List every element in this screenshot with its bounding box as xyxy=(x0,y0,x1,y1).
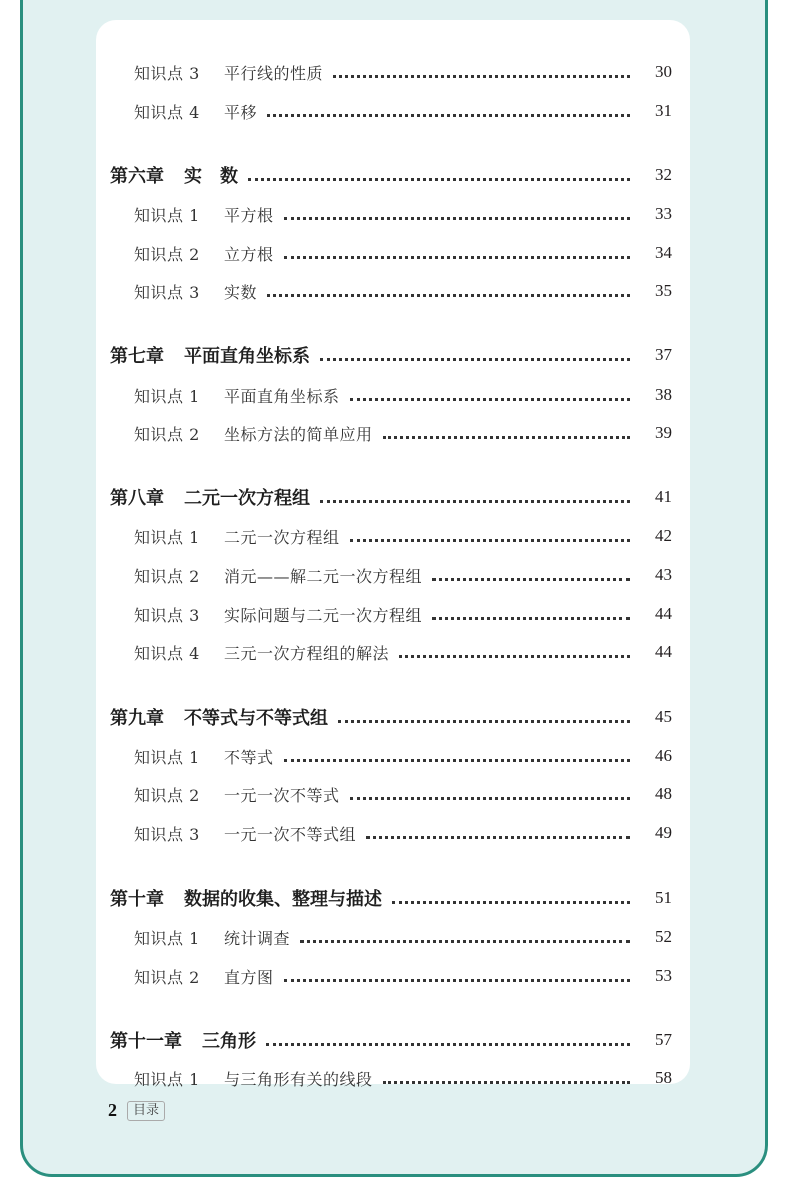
entry-title: 立方根 xyxy=(224,244,274,264)
toc-chapter[interactable] xyxy=(96,703,690,731)
toc-chapter[interactable] xyxy=(96,1026,690,1054)
chapter-page: 41 xyxy=(655,487,672,506)
entry-label: 知识点 1 xyxy=(134,747,200,767)
chapter-page: 51 xyxy=(655,888,672,907)
entry-page: 39 xyxy=(655,423,672,442)
toc-entry[interactable] xyxy=(96,522,690,550)
entry-title: 实数 xyxy=(224,282,258,302)
entry-title: 消元——解二元一次方程组 xyxy=(224,566,423,586)
leader-dots xyxy=(350,397,630,401)
entry-page: 31 xyxy=(655,101,672,120)
chapter-title: 实 数 xyxy=(184,166,238,187)
entry-label: 知识点 1 xyxy=(134,928,200,948)
entry-page: 43 xyxy=(655,565,672,584)
entry-label: 知识点 2 xyxy=(134,566,200,586)
entry-label: 知识点 3 xyxy=(134,605,200,625)
entry-page: 30 xyxy=(655,62,672,81)
entry-page: 53 xyxy=(655,966,672,985)
leader-dots xyxy=(320,357,630,361)
toc-chapter[interactable] xyxy=(96,161,690,189)
entry-title: 与三角形有关的线段 xyxy=(224,1069,373,1089)
entry-label: 知识点 2 xyxy=(134,244,200,264)
toc-entry[interactable] xyxy=(96,819,690,847)
chapter-label: 第十章 xyxy=(110,889,164,910)
leader-dots xyxy=(333,74,630,78)
page-number: 2 xyxy=(108,1100,117,1120)
toc-entry[interactable] xyxy=(96,381,690,409)
entry-page: 46 xyxy=(655,746,672,765)
entry-title: 平行线的性质 xyxy=(224,63,324,83)
toc-entry[interactable] xyxy=(96,419,690,447)
toc-entry[interactable] xyxy=(96,638,690,666)
chapter-label: 第八章 xyxy=(110,488,164,509)
entry-page: 44 xyxy=(655,642,672,661)
toc-entry[interactable] xyxy=(96,1064,690,1092)
leader-dots xyxy=(284,978,630,982)
entry-label: 知识点 3 xyxy=(134,824,200,844)
entry-label: 知识点 4 xyxy=(134,643,200,663)
chapter-label: 第十一章 xyxy=(110,1031,182,1052)
chapter-title: 数据的收集、整理与描述 xyxy=(184,889,382,910)
leader-dots xyxy=(366,835,630,839)
entry-title: 直方图 xyxy=(224,967,274,987)
entry-page: 35 xyxy=(655,281,672,300)
page-footer xyxy=(108,1100,165,1121)
chapter-title: 平面直角坐标系 xyxy=(184,346,310,367)
leader-dots xyxy=(432,577,630,581)
leader-dots xyxy=(284,758,630,762)
chapter-label: 第七章 xyxy=(110,346,164,367)
toc-entry[interactable] xyxy=(96,277,690,305)
toc-entry[interactable] xyxy=(96,239,690,267)
chapter-page: 32 xyxy=(655,165,672,184)
leader-dots xyxy=(284,255,630,259)
entry-title: 二元一次方程组 xyxy=(224,527,340,547)
leader-dots xyxy=(267,293,630,297)
toc-entry[interactable] xyxy=(96,97,690,125)
leader-dots xyxy=(248,177,630,181)
toc-entry[interactable] xyxy=(96,962,690,990)
leader-dots xyxy=(266,1042,630,1046)
entry-title: 三元一次方程组的解法 xyxy=(224,643,390,663)
entry-page: 44 xyxy=(655,604,672,623)
section-tag: 目录 xyxy=(127,1101,165,1121)
toc-chapter[interactable] xyxy=(96,341,690,369)
leader-dots xyxy=(399,654,630,658)
leader-dots xyxy=(350,538,630,542)
toc-entry[interactable] xyxy=(96,923,690,951)
toc-entry[interactable] xyxy=(96,58,690,86)
toc-card xyxy=(96,20,690,1089)
entry-page: 52 xyxy=(655,927,672,946)
entry-label: 知识点 2 xyxy=(134,967,200,987)
entry-title: 平面直角坐标系 xyxy=(224,386,340,406)
entry-label: 知识点 4 xyxy=(134,102,200,122)
leader-dots xyxy=(300,939,630,943)
entry-label: 知识点 3 xyxy=(134,63,200,83)
entry-title: 平方根 xyxy=(224,205,274,225)
entry-title: 坐标方法的简单应用 xyxy=(224,424,373,444)
leader-dots xyxy=(338,719,630,723)
chapter-page: 37 xyxy=(655,345,672,364)
leader-dots xyxy=(284,216,630,220)
chapter-title: 不等式与不等式组 xyxy=(184,708,328,729)
chapter-page: 45 xyxy=(655,707,672,726)
entry-page: 42 xyxy=(655,526,672,545)
entry-label: 知识点 1 xyxy=(134,386,200,406)
chapter-label: 第九章 xyxy=(110,708,164,729)
leader-dots xyxy=(392,900,630,904)
entry-title: 不等式 xyxy=(224,747,274,767)
leader-dots xyxy=(320,499,630,503)
chapter-title: 二元一次方程组 xyxy=(184,488,310,509)
entry-page: 33 xyxy=(655,204,672,223)
entry-label: 知识点 1 xyxy=(134,1069,200,1089)
leader-dots xyxy=(267,113,630,117)
toc-entry[interactable] xyxy=(96,561,690,589)
leader-dots xyxy=(383,435,630,439)
chapter-title: 三角形 xyxy=(202,1031,256,1052)
entry-title: 统计调查 xyxy=(224,928,291,948)
entry-label: 知识点 1 xyxy=(134,527,200,547)
entry-page: 34 xyxy=(655,243,672,262)
leader-dots xyxy=(350,796,630,800)
leader-dots xyxy=(432,616,630,620)
entry-page: 49 xyxy=(655,823,672,842)
entry-label: 知识点 2 xyxy=(134,424,200,444)
toc-entry[interactable] xyxy=(96,200,690,228)
entry-label: 知识点 3 xyxy=(134,282,200,302)
chapter-label: 第六章 xyxy=(110,166,164,187)
entry-page: 38 xyxy=(655,385,672,404)
toc-entry[interactable] xyxy=(96,742,690,770)
entry-title: 一元一次不等式 xyxy=(224,785,340,805)
entry-page: 58 xyxy=(655,1068,672,1087)
entry-title: 实际问题与二元一次方程组 xyxy=(224,605,423,625)
entry-page: 48 xyxy=(655,784,672,803)
entry-title: 一元一次不等式组 xyxy=(224,824,357,844)
leader-dots xyxy=(383,1080,630,1084)
entry-title: 平移 xyxy=(224,102,258,122)
chapter-page: 57 xyxy=(655,1030,672,1049)
toc-chapter[interactable] xyxy=(96,483,690,511)
entry-label: 知识点 1 xyxy=(134,205,200,225)
toc-entry[interactable] xyxy=(96,600,690,628)
entry-label: 知识点 2 xyxy=(134,785,200,805)
toc-chapter[interactable] xyxy=(96,884,690,912)
toc-entry[interactable] xyxy=(96,780,690,808)
